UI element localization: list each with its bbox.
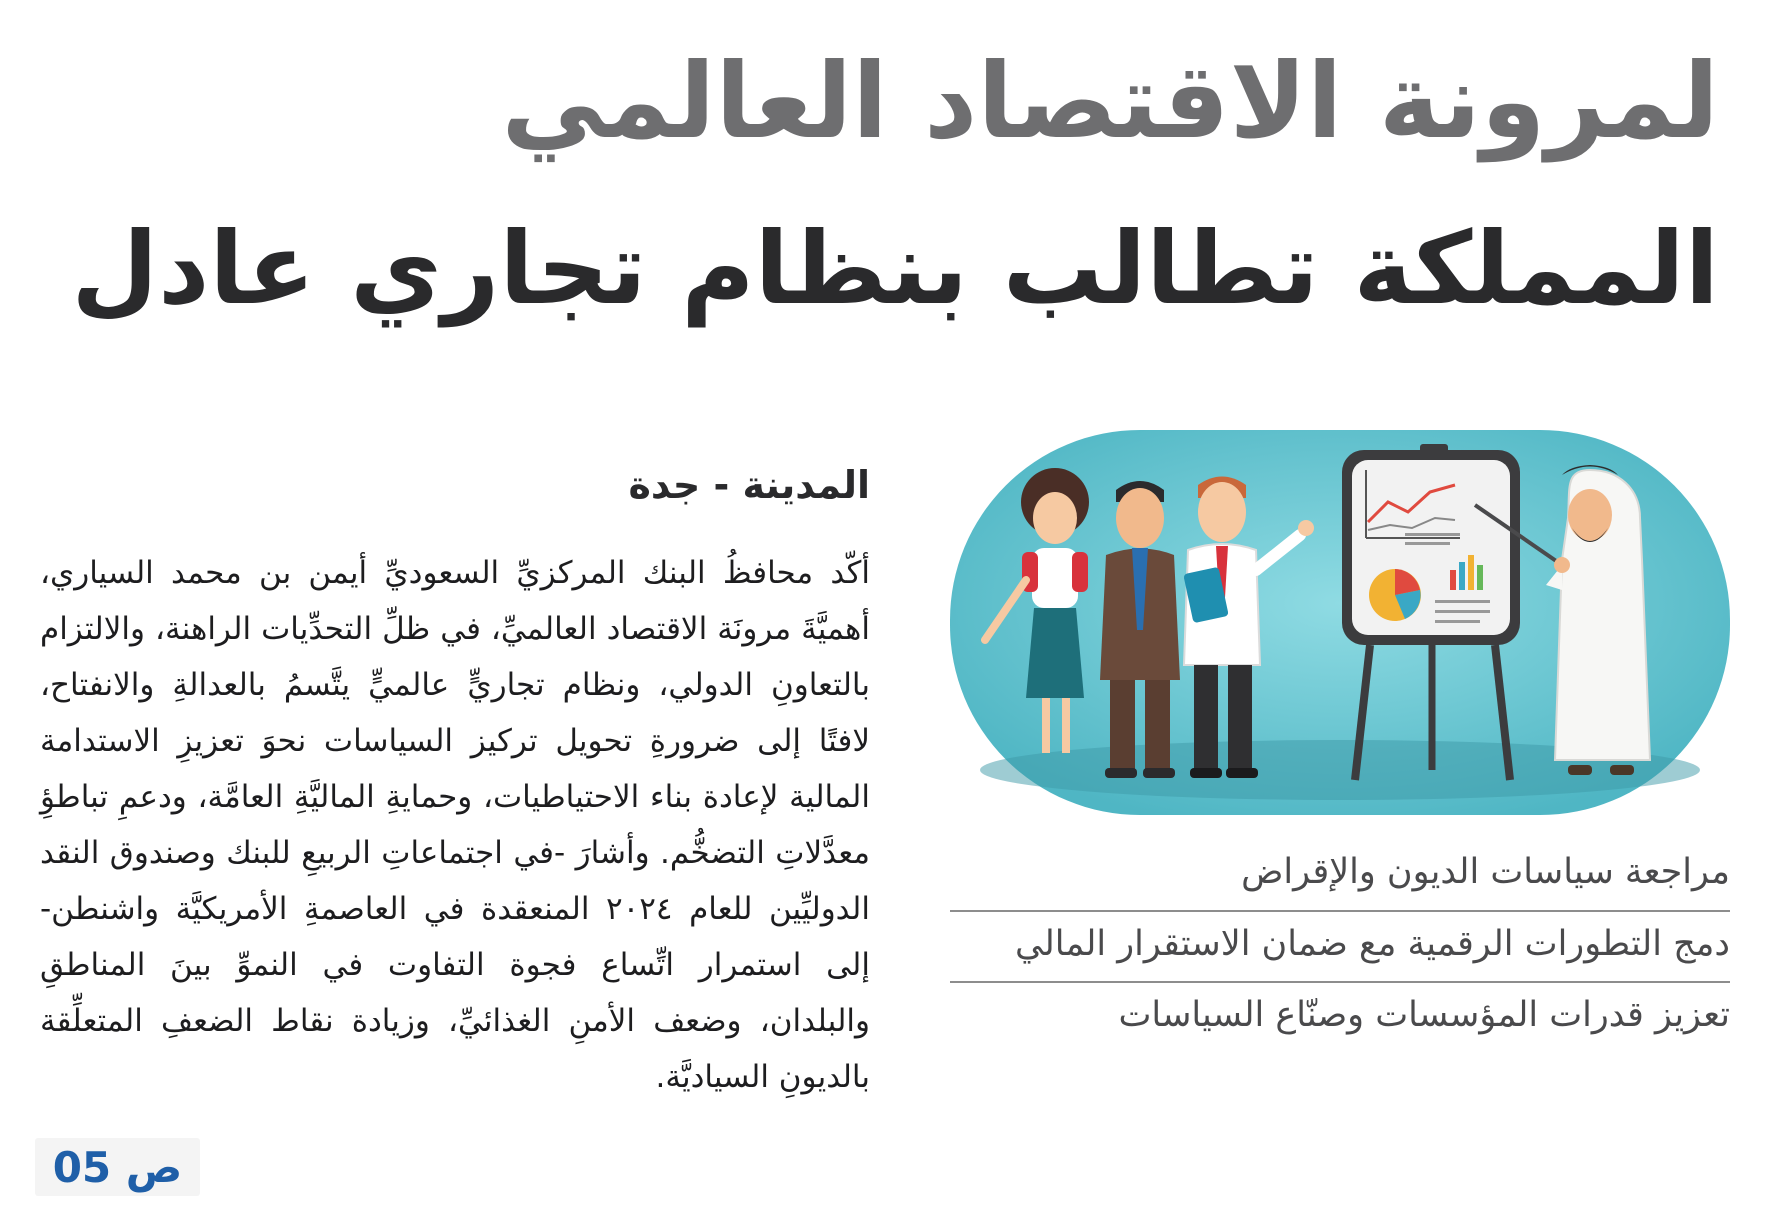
key-point-item: دمج التطورات الرقمية مع ضمان الاستقرار المالي xyxy=(950,912,1730,984)
key-point-item: مراجعة سياسات الديون والإقراض xyxy=(950,840,1730,912)
key-point-item: تعزيز قدرات المؤسسات وصنّاع السياسات xyxy=(1118,995,1730,1035)
page-reference-badge: ص 05 xyxy=(35,1138,200,1196)
headline-line-1: لمرونة الاقتصاد العالمي xyxy=(501,40,1719,162)
business-meeting-illustration xyxy=(950,430,1730,815)
key-points-list xyxy=(950,840,1730,1053)
article-body: أكّد محافظُ البنك المركزيِّ السعوديِّ أيمن بن محمد السياري، أهميَّةَ مرونَة الاقتصاد العالميِّ، في ظلِّ التحدِّيات الراهنة، والالتزام بالتعاونِ الدولي، ونظام تجاريٍّ عالميٍّ يتَّسمُ بالعدالةِ والانفتاح، لافتًا إلى ضرورةِ تحويل تركيز السياسات نحوَ تعزيزِ الاستدامة المالية لإعادة بناء الاحتياطيات، وحمايةِ الماليَّةِ العامَّة، ودعمِ تباطؤِ معدَّلاتِ التضخُّم. وأشارَ -في اجتماعاتِ الربيعِ للبنك وصندوق النقد الدوليِّين للعام ٢٠٢٤ المنعقدة في العاصمةِ الأمريكيَّة واشنطن- إلى استمرار اتِّساع فجوة التفاوت في النموِّ بينَ المناطقِ والبلدان، وضعف الأمنِ الغذائيِّ، وزيادة نقاط الضعفِ المتعلِّقة بالديونِ السياديَّة. xyxy=(40,555,870,1095)
pie-chart-icon xyxy=(1369,569,1421,621)
dateline: المدينة - جدة xyxy=(628,463,870,507)
headline-line-2: المملكة تطالب بنظام تجاري عادل xyxy=(71,210,1719,327)
